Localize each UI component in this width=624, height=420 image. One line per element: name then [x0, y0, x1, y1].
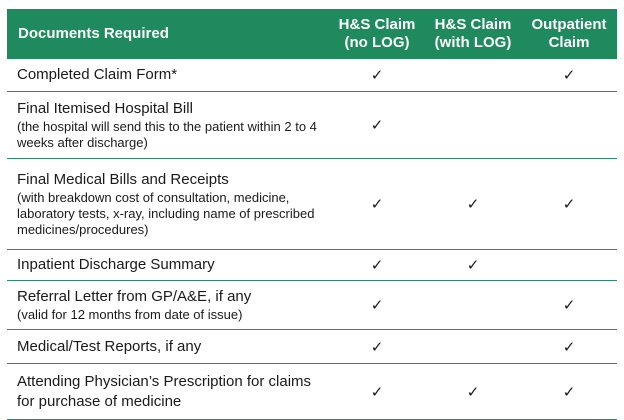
document-title: Inpatient Discharge Summary — [17, 256, 215, 273]
check-cell-outpatient — [521, 281, 617, 330]
check-cell-hs-with-log — [425, 159, 521, 250]
document-title: Final Medical Bills and Receipts — [17, 171, 229, 188]
document-title: Final Itemised Hospital Bill — [17, 100, 193, 117]
check-cell-hs-with-log — [425, 281, 521, 330]
document-title: Referral Letter from GP/A&E, if any — [17, 288, 252, 305]
table-row — [7, 250, 617, 281]
document-title: Attending Physician’s Prescription for claims for purchase of medicine — [17, 372, 312, 410]
checkmark-icon: ✓ — [562, 67, 576, 84]
check-cell-hs-no-log — [329, 364, 425, 420]
checkmark-icon: ✓ — [370, 67, 384, 84]
checkmark-icon: ✓ — [466, 196, 480, 213]
check-cell-outpatient — [521, 250, 617, 281]
check-cell-hs-with-log — [425, 59, 521, 92]
document-note: (the hospital will send this to the patient within 2 to 4 weeks after discharge) — [17, 119, 317, 150]
check-cell-hs-no-log — [329, 250, 425, 281]
document-title: Medical/Test Reports, if any — [17, 337, 202, 355]
checkmark-icon: ✓ — [562, 338, 576, 356]
checkmark-icon: ✓ — [562, 297, 576, 314]
check-cell-outpatient — [521, 59, 617, 92]
document-cell — [7, 159, 329, 250]
check-cell-outpatient — [521, 92, 617, 159]
document-cell — [7, 250, 329, 281]
checkmark-icon: ✓ — [370, 257, 384, 274]
header-hs-claim-no-log: H&S Claim (no LOG) — [329, 9, 425, 59]
check-cell-hs-no-log — [329, 330, 425, 364]
checkmark-icon: ✓ — [466, 257, 480, 274]
checkmark-icon: ✓ — [370, 338, 384, 356]
document-cell — [7, 92, 329, 159]
documents-required-table — [7, 9, 617, 420]
checkmark-icon: ✓ — [370, 117, 384, 134]
table-header — [7, 9, 617, 59]
check-cell-hs-no-log — [329, 59, 425, 92]
check-cell-hs-no-log — [329, 281, 425, 330]
check-cell-outpatient — [521, 364, 617, 420]
document-cell — [7, 364, 329, 420]
document-note: (valid for 12 months from date of issue) — [17, 307, 243, 322]
checkmark-icon: ✓ — [370, 383, 384, 401]
document-cell — [7, 59, 329, 92]
checkmark-icon: ✓ — [466, 383, 480, 401]
table-body — [7, 59, 617, 420]
document-cell — [7, 330, 329, 364]
check-cell-outpatient — [521, 159, 617, 250]
document-cell — [7, 281, 329, 330]
table-row — [7, 159, 617, 250]
document-note: (with breakdown cost of consultation, medicine, laboratory tests, x-ray, including name of prescribed medicines/procedures) — [17, 190, 315, 237]
table-row — [7, 92, 617, 159]
table-row — [7, 59, 617, 92]
check-cell-hs-with-log — [425, 330, 521, 364]
checkmark-icon: ✓ — [370, 196, 384, 213]
cropped-caption — [0, 0, 624, 8]
table-row — [7, 281, 617, 330]
table-row — [7, 364, 617, 420]
document-title: Completed Claim Form* — [17, 66, 178, 83]
checkmark-icon: ✓ — [562, 196, 576, 213]
check-cell-hs-with-log — [425, 364, 521, 420]
header-outpatient-claim: Outpatient Claim — [521, 9, 617, 59]
header-hs-claim-with-log: H&S Claim (with LOG) — [425, 9, 521, 59]
header-documents-required: Documents Required — [7, 9, 329, 59]
check-cell-outpatient — [521, 330, 617, 364]
check-cell-hs-with-log — [425, 92, 521, 159]
check-cell-hs-with-log — [425, 250, 521, 281]
check-cell-hs-no-log — [329, 92, 425, 159]
checkmark-icon: ✓ — [370, 297, 384, 314]
table-row — [7, 330, 617, 364]
check-cell-hs-no-log — [329, 159, 425, 250]
checkmark-icon: ✓ — [562, 383, 576, 401]
